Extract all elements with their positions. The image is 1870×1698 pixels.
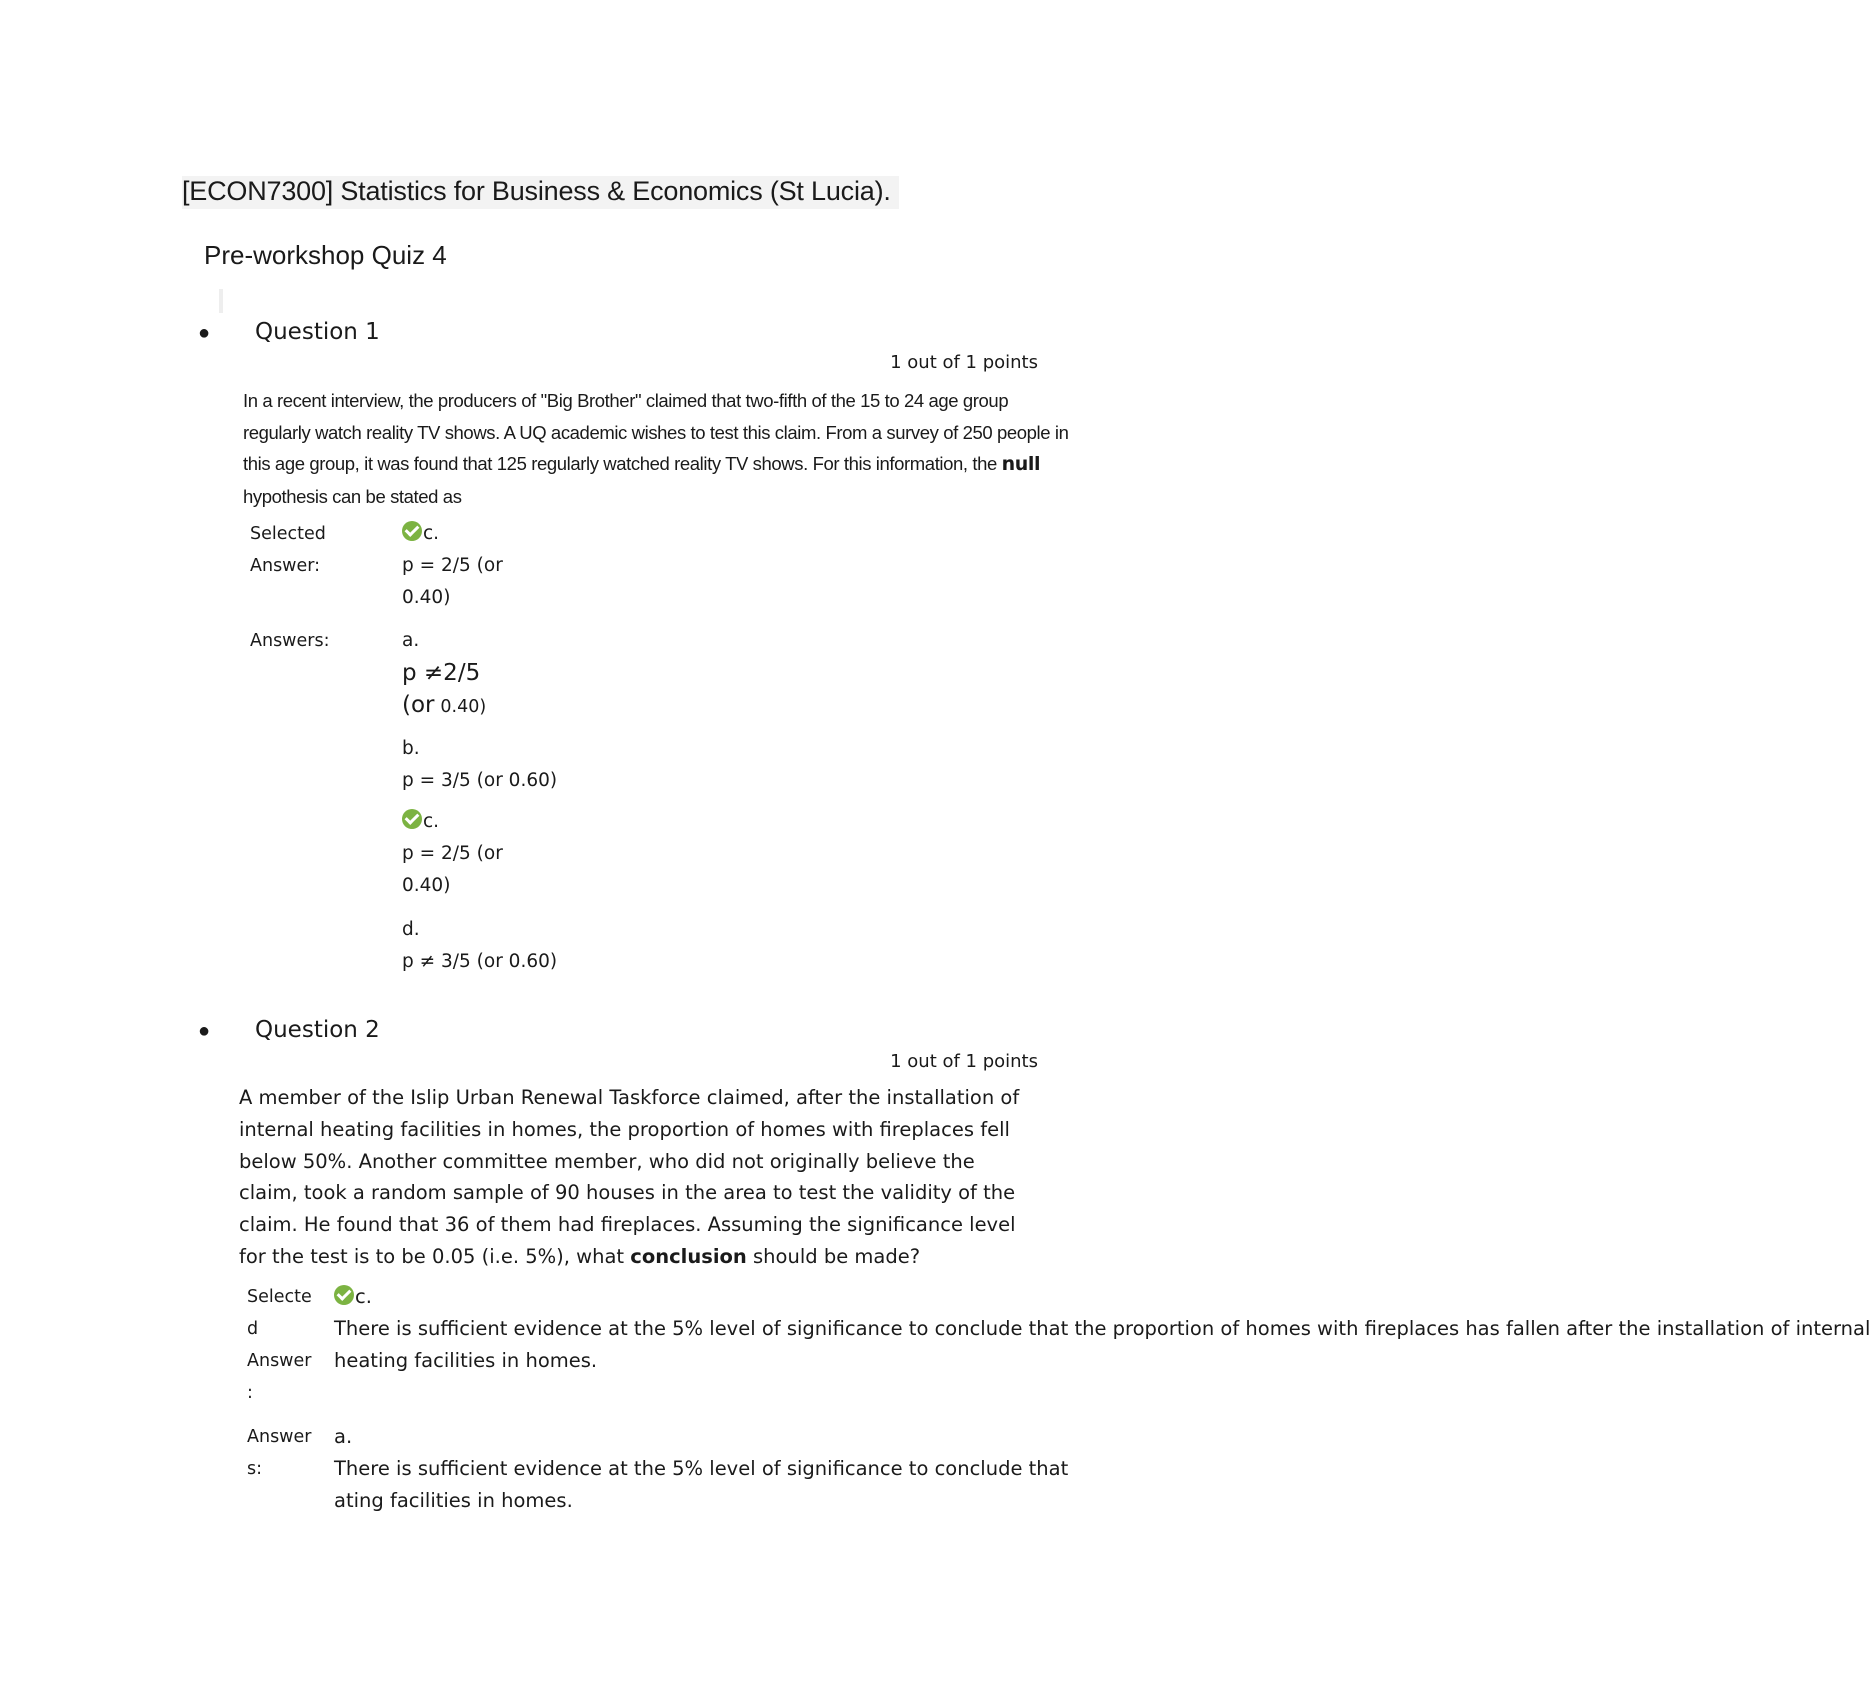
option-text: p = 2/5 (or — [402, 843, 503, 864]
selected-answer-label — [247, 1281, 312, 1409]
option-text: There is sufficient evidence at the 5% level of significance to conclude that — [334, 1457, 1069, 1480]
question-2-stem-tail: should be made? — [753, 1244, 921, 1268]
answers-label-line: Answer — [247, 1427, 312, 1447]
option-letter: a. — [402, 630, 420, 651]
selected-answer-letter: c. — [423, 523, 440, 544]
quiz-title: Pre-workshop Quiz 4 — [204, 240, 447, 270]
question-2-stem-line: A member of the Islip Urban Renewal Taskforce claimed, after the installation of — [239, 1086, 1020, 1109]
check-icon — [334, 1285, 354, 1305]
question-1-points: 1 out of 1 points — [890, 352, 1038, 373]
option-a — [334, 1421, 1068, 1517]
selected-label-line: Answer: — [250, 556, 321, 576]
selected-answer-label — [250, 518, 326, 582]
question-2-title: Question 2 — [255, 1017, 380, 1043]
divider-mark — [219, 289, 223, 313]
option-d — [402, 914, 557, 978]
selected-answer-letter: c. — [355, 1285, 372, 1308]
course-title: [ECON7300] Statistics for Business & Economics (St Lucia). — [182, 176, 899, 209]
option-letter: c. — [423, 811, 440, 832]
answers-label: Answers: — [250, 631, 330, 651]
question-2-stem-line: claim, took a random sample of 90 houses in the area to test the validity of the — [239, 1181, 1016, 1205]
bullet-icon: ● — [198, 322, 211, 344]
selected-label-line: d — [247, 1319, 259, 1339]
answers-label — [247, 1421, 311, 1485]
selected-label-line: Answer — [247, 1351, 312, 1371]
selected-answer-text: heating facilities in homes. — [334, 1349, 598, 1372]
question-2-stem — [239, 1082, 1079, 1273]
selected-label-line: Selecte — [247, 1287, 312, 1307]
question-1-stem-text: In a recent interview, the producers of "Big Brother" claimed that two-fifth of the 15 to 24 age group regularly watch reality TV shows. A UQ academic wishes to test this claim. From a survey of 250 people in this age group, it was found that 125 regularly watched reality TV shows. For this information, the — [243, 390, 1069, 474]
question-2-stem-line: claim. He found that 36 of them had fireplaces. Assuming the significance level — [239, 1213, 1016, 1237]
question-1-keyword: null — [1001, 453, 1041, 475]
selected-label-line: : — [247, 1383, 253, 1403]
option-text: p ≠2/5 — [402, 660, 481, 686]
option-text: (or — [402, 692, 435, 718]
option-c — [402, 806, 503, 902]
option-letter: a. — [334, 1425, 353, 1448]
option-letter: b. — [402, 738, 420, 759]
selected-answer-text: p = 2/5 (or — [402, 555, 503, 576]
option-b — [402, 733, 557, 797]
question-1-stem-tail: hypothesis can be stated as — [243, 485, 462, 507]
option-text: 0.40) — [440, 697, 487, 717]
selected-label-line: Selected — [250, 524, 326, 544]
question-2-stem-line: below 50%. Another committee member, who did not originally believe the — [239, 1149, 975, 1173]
question-2-stem-line: internal heating facilities in homes, the proportion of homes with fireplaces fell — [239, 1117, 1010, 1141]
selected-answer-text: There is sufficient evidence at the 5% level of significance to conclude that the proportion of homes with fireplaces has fallen after the installation of internal — [334, 1317, 1870, 1340]
answers-label-line: s: — [247, 1459, 263, 1479]
selected-answer — [402, 518, 503, 614]
option-text: p ≠ 3/5 (or 0.60) — [402, 951, 558, 972]
question-2-stem-text: for the test is to be 0.05 (i.e. 5%), what — [239, 1244, 625, 1268]
option-a — [402, 625, 486, 723]
option-text: 0.40) — [402, 875, 451, 896]
question-1-stem — [243, 385, 1073, 512]
question-1-title: Question 1 — [255, 319, 380, 345]
question-2-keyword: conclusion — [630, 1244, 747, 1268]
question-2-points: 1 out of 1 points — [890, 1051, 1038, 1072]
bullet-icon: ● — [198, 1020, 211, 1042]
option-text: ating facilities in homes. — [334, 1489, 573, 1512]
check-icon — [402, 809, 422, 829]
option-letter: d. — [402, 919, 420, 940]
option-text: p = 3/5 (or 0.60) — [402, 770, 558, 791]
selected-answer-text: 0.40) — [402, 587, 451, 608]
check-icon — [402, 521, 422, 541]
selected-answer — [334, 1281, 1870, 1377]
